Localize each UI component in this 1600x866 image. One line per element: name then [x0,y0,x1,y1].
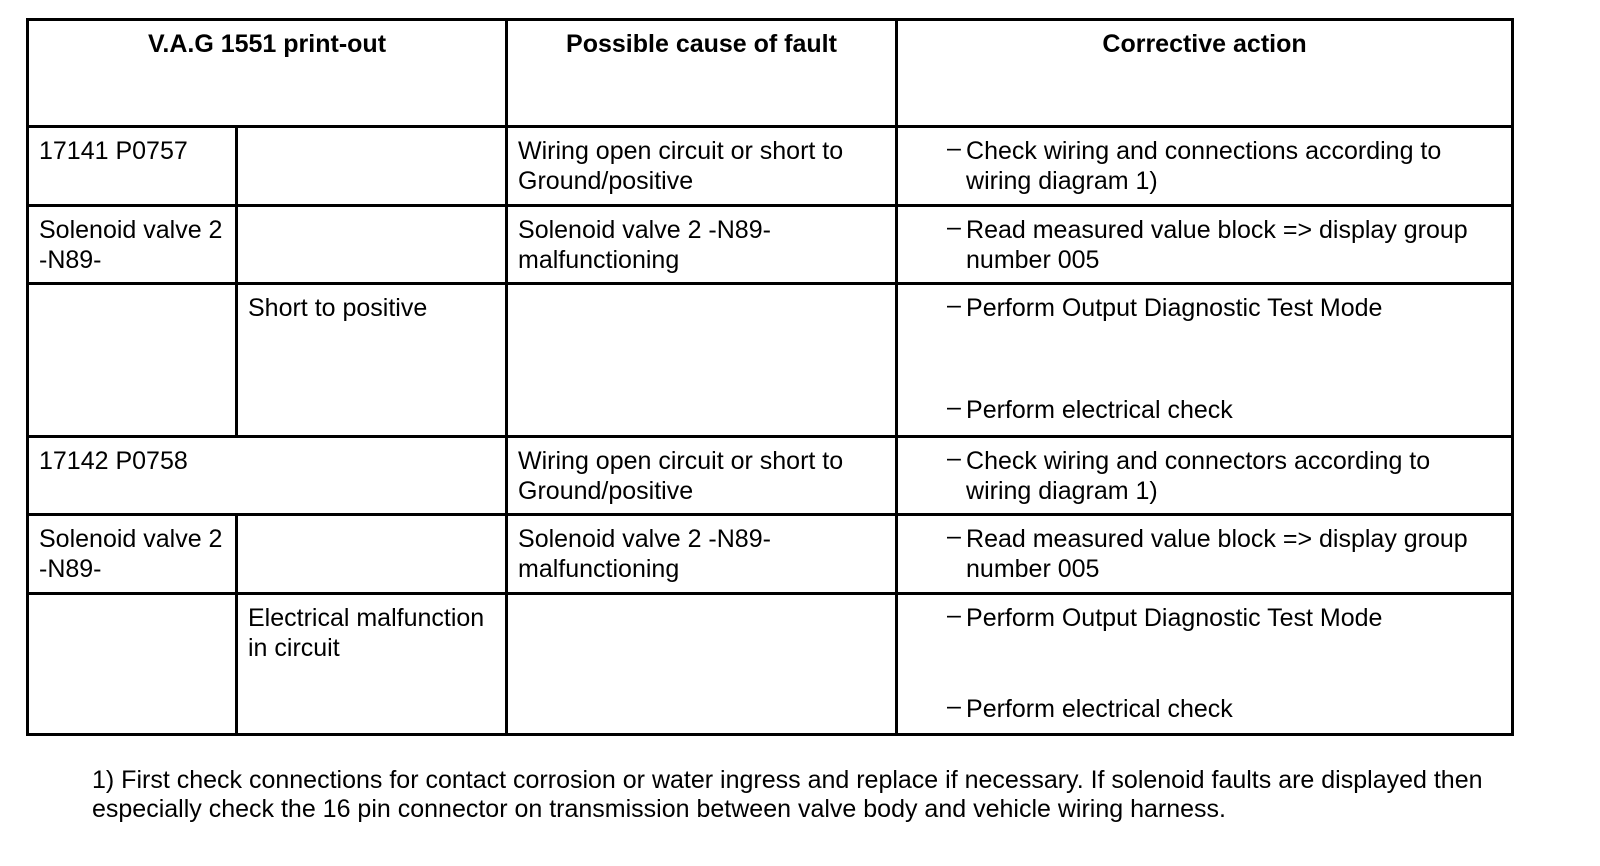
dash-icon: – [947,393,961,421]
dash-icon: – [947,444,961,472]
action-cell [897,284,1513,437]
table-row [28,284,1513,437]
action-cell [897,594,1513,735]
action-item: – Read measured value block => display group number 005 [947,522,1468,583]
header-cause: Possible cause of fault [507,20,897,127]
dash-icon: – [947,522,961,550]
code-cell: Solenoid valve 2 -N89- [28,206,237,284]
action-item: – Check wiring and connections according to wiring diagram 1) [947,134,1442,195]
action-cell [897,127,1513,206]
cause-cell: Wiring open circuit or short to Ground/positive [507,437,897,515]
code-cell [28,594,237,735]
cause-cell: Wiring open circuit or short to Ground/positive [507,127,897,206]
header-row [28,20,1513,127]
action-item: – Perform Output Diagnostic Test Mode [947,291,1383,322]
code-cell: 17141 P0757 [28,127,237,206]
sub-cell: Short to positive [237,284,507,437]
table-row [28,127,1513,206]
dash-icon: – [947,213,961,241]
action-cell [897,437,1513,515]
cause-cell [507,284,897,437]
table-row [28,515,1513,594]
dash-icon: – [947,692,961,720]
dash-icon: – [947,134,961,162]
cause-cell: Solenoid valve 2 -N89- malfunctioning [507,515,897,594]
code-cell: 17142 P0758 [28,437,507,515]
table-row [28,437,1513,515]
header-action: Corrective action [897,20,1513,127]
action-item: – Read measured value block => display group number 005 [947,213,1468,274]
table-row [28,594,1513,735]
action-cell [897,515,1513,594]
table-row [28,206,1513,284]
action-item: – Perform Output Diagnostic Test Mode [947,601,1383,632]
cause-cell: Solenoid valve 2 -N89- malfunctioning [507,206,897,284]
sub-cell [237,127,507,206]
sub-cell [237,206,507,284]
sub-cell: Electrical malfunction in circuit [237,594,507,735]
dash-icon: – [947,601,961,629]
action-item: – Perform electrical check [947,393,1233,424]
cause-cell [507,594,897,735]
action-item: – Perform electrical check [947,692,1233,723]
footnote: 1) First check connections for contact corrosion or water ingress and replace if necessary. If solenoid faults are displayed then especially check the 16 pin connector on transmission between valve body and vehicle wiring harness. [92,766,1483,823]
code-cell [28,284,237,437]
header-printout: V.A.G 1551 print-out [28,20,507,127]
fault-table [26,18,1514,736]
action-item: – Check wiring and connectors according to wiring diagram 1) [947,444,1431,505]
code-cell: Solenoid valve 2 -N89- [28,515,237,594]
action-cell [897,206,1513,284]
sub-cell [237,515,507,594]
dash-icon: – [947,291,961,319]
